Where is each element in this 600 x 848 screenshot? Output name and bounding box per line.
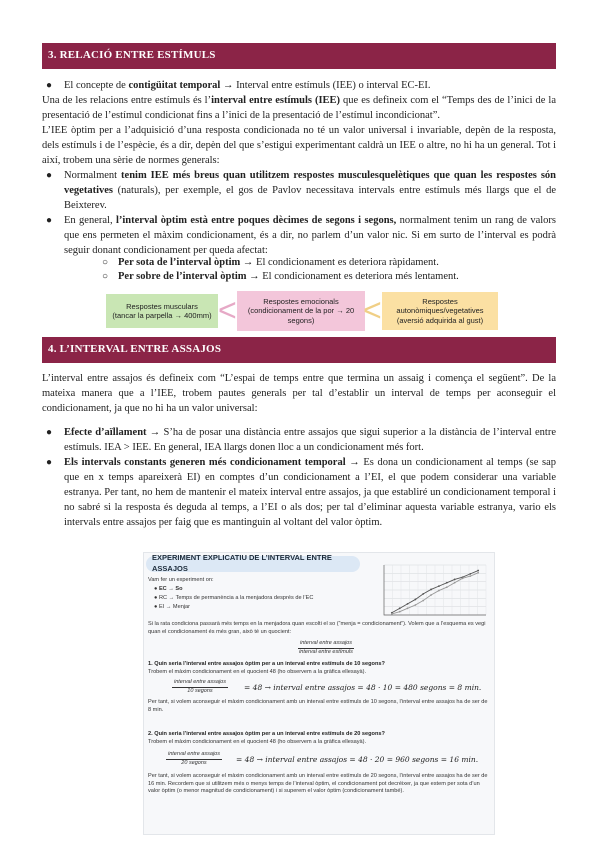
bullet-dot-icon: ● (46, 80, 53, 91)
infobox-item: ● EI → Menjar (154, 604, 191, 610)
section-3-header (42, 43, 556, 69)
data-point (414, 599, 416, 601)
data-point (422, 593, 424, 595)
question-1: 1. Quin seria l’interval entre assajos òptim per a un interval entre estímuls de 10 segons? (148, 661, 385, 667)
q2-note: Per tant, si volem aconseguir el màxim condicionament amb un interval entre estímuls de 20 segons, l’interval entre assajos ha de ser de 16 min. Recordem que si utilitzem més o menys temps de l’interval òptim, el condicionament pot decréixer, ja que estem per sota d’un valor òptim (o menor magnitud de condicionament) i si superem el valor òptim (condicionament també). (148, 773, 488, 795)
data-point (399, 611, 401, 613)
less-than-icon: < (363, 292, 382, 328)
experiment-infobox (143, 552, 495, 835)
data-point (438, 590, 440, 592)
box-respostes-autonomiques: Respostes autonòmiques/vegetatives (aversió adquirida al gust) (382, 292, 498, 330)
circle-bullet-icon: ○ (102, 257, 109, 268)
question-2: 2. Quin seria l’interval entre assajos òptim per a un interval entre estímuls de 20 segons? (148, 731, 385, 737)
infobox-item: ● RC → Temps de permanència a la menjadora després de l’EC (154, 595, 314, 601)
circle-bullet-icon: ○ (102, 271, 109, 282)
ratio-fraction: interval entre assajos interval entre estímuls (299, 640, 353, 655)
data-point (422, 600, 424, 602)
box-respostes-musculars: Respostes musculars (tancar la parpella → 400mm) (106, 294, 218, 328)
q2-equation: = 48 → interval entre assajos = 48 · 20 = 960 segons = 16 min. (236, 755, 479, 764)
infobox-intro: Vam fer un experiment on: (148, 577, 214, 583)
q1-equation: = 48 → interval entre assajos = 48 · 10 = 480 segons = 8 min. (244, 683, 482, 692)
question-2-text: Trobem el màxim condicionament en el quocient 48 (ho observem a la gràfica ellesayà). (148, 739, 367, 745)
bullet-dot-icon: ● (46, 170, 53, 181)
data-point (430, 594, 432, 596)
less-than-icon: < (218, 292, 237, 328)
subbullet-sobre: ○ Per sobre de l’interval òptim → El condicionament es deteriora més lentament. (118, 270, 548, 285)
data-point (446, 582, 448, 584)
data-point (399, 607, 401, 609)
condicionament-chart (370, 561, 490, 623)
bullet-dot-icon: ● (46, 457, 53, 468)
q2-fraction: interval entre assajos 20 segons (168, 751, 220, 766)
bullet-contiguitat: ● El concepte de contigüitat temporal → Interval entre estímuls (IEE) o interval EC-EI. (64, 79, 556, 94)
infobox-title: EXPERIMENT EXPLICATIU DE L’INTERVAL ENTRE ASSAJOS (146, 556, 360, 572)
data-point (407, 603, 409, 605)
data-point (414, 604, 416, 606)
q1-note: Per tant, si volem aconseguir el màxim condicionament amb un interval entre estímuls de 10 segons, l’interval entre assajos ha de ser de 8 min. (148, 699, 488, 713)
data-point (438, 585, 440, 587)
bullet-aillament: ● Efecte d’aïllament → S’ha de posar una distància entre assajos que sigui superior a la distància de l’interval entre estímuls. IEA > IEE. En general, IEA llargs donen lloc a un condicionament més fort. (46, 427, 556, 453)
data-point (462, 577, 464, 579)
data-point (454, 582, 456, 584)
data-point (469, 573, 471, 575)
box-respostes-emocionals: Respostes emocionals (condicionament de la por → 20 segons) (237, 291, 365, 331)
paragraph-iee: Una de les relacions entre estímuls és l’interval entre estímuls (IEE) que es defineix com el “Temps des de l’inici de la presentació de l’estímul condicionat fins a l’inici de la presentació de l’estímul incondicionat”. (42, 95, 556, 121)
data-point (446, 586, 448, 588)
infobox-paragraph: Si la rata condiciona passarà més temps en la menjadora quan escolti el so (“menja = condicionament”). Volem que a l’esquema es vegi quan el condicionament és més gran, això té un quocient: (148, 621, 486, 635)
infobox-item: ● EC → So (154, 586, 183, 592)
data-point (477, 572, 479, 574)
paragraph-interval-assajos: L’interval entre assajos és defineix com “L’espai de temps entre que termina un assaig i comença el següent”. De la mateixa manera que a l’IEE, trobem pautes generals per tal d’establir un interval de temps per aconseguir el condicionament, ja que no hi ha un valor universal: (42, 373, 556, 414)
data-point (469, 575, 471, 577)
paragraph-iee-optim: L’IEE òptim per a l’adquisició d’una resposta condicionada no té un valor universal i invariable, depèn de la resposta, dels estímuls i de l’espècie, és a dir, depèn del que s’estigui experimentant caldrà un IEE o altre, no hi ha un general. Tot i així, trobem una sèrie de normes generals: (42, 125, 556, 166)
subbullet-sota: ○ Per sota de l’interval òptim → El condicionament es deteriora ràpidament. (118, 256, 548, 271)
data-point (477, 570, 479, 572)
term-contiguitat: contigüitat temporal (128, 80, 221, 91)
bullet-dot-icon: ● (46, 427, 53, 438)
section-4-header (42, 337, 556, 363)
data-point (454, 579, 456, 581)
bullet-interval-optim: ● En general, l’interval òptim està entre poques dècimes de segons i segons, normalment tenim un rang de valors que ens permeten el màxim condicionament, és a dir, no parlem d’un valor nic. Si em surto de l’interval es podrà seguir donant condicionament per queda afectat: (46, 215, 556, 256)
bullet-intervals-constants: ● Els intervals constants generen més condicionament temporal → Es dona un condicionament al temps (se sap que en x temps apareixerà EI) en comptes d’un condicionament a l’EI, el que podem considerar una variable estranya. Per tant, no hem de mantenir el mateix interval entre assajos, ja que establiré un condicionament temporal i no sabré si la resposta és deguda al temps, a l’EI o als dos; per tal d’eliminar aquesta variable estranya, vario els intervals entre assajos per faig que es mantinguin al voltant del valor òptim. (46, 457, 556, 528)
section-3-title: 3. RELACIÓ ENTRE ESTÍMULS (48, 49, 216, 62)
bullet-dot-icon: ● (46, 215, 53, 226)
data-point (430, 589, 432, 591)
question-1-text: Trobem el màxim condicionament en el quocient 48 (ho observem a la gràfica ellesayà). (148, 669, 367, 675)
q1-fraction: interval entre assajos 10 segons (174, 679, 226, 694)
section-4-title: 4. L’INTERVAL ENTRE ASSAJOS (48, 343, 222, 356)
data-point (391, 613, 393, 615)
data-point (407, 607, 409, 609)
bullet-musculars: ● Normalment tenim IEE més breus quan utilitzem respostes musculesquelètiques que quan les respostes són vegetatives (naturals), per exemple, el gos de Pavlov necessitava intervals entre estímuls més llargs que el de Beixterev. (46, 170, 556, 211)
